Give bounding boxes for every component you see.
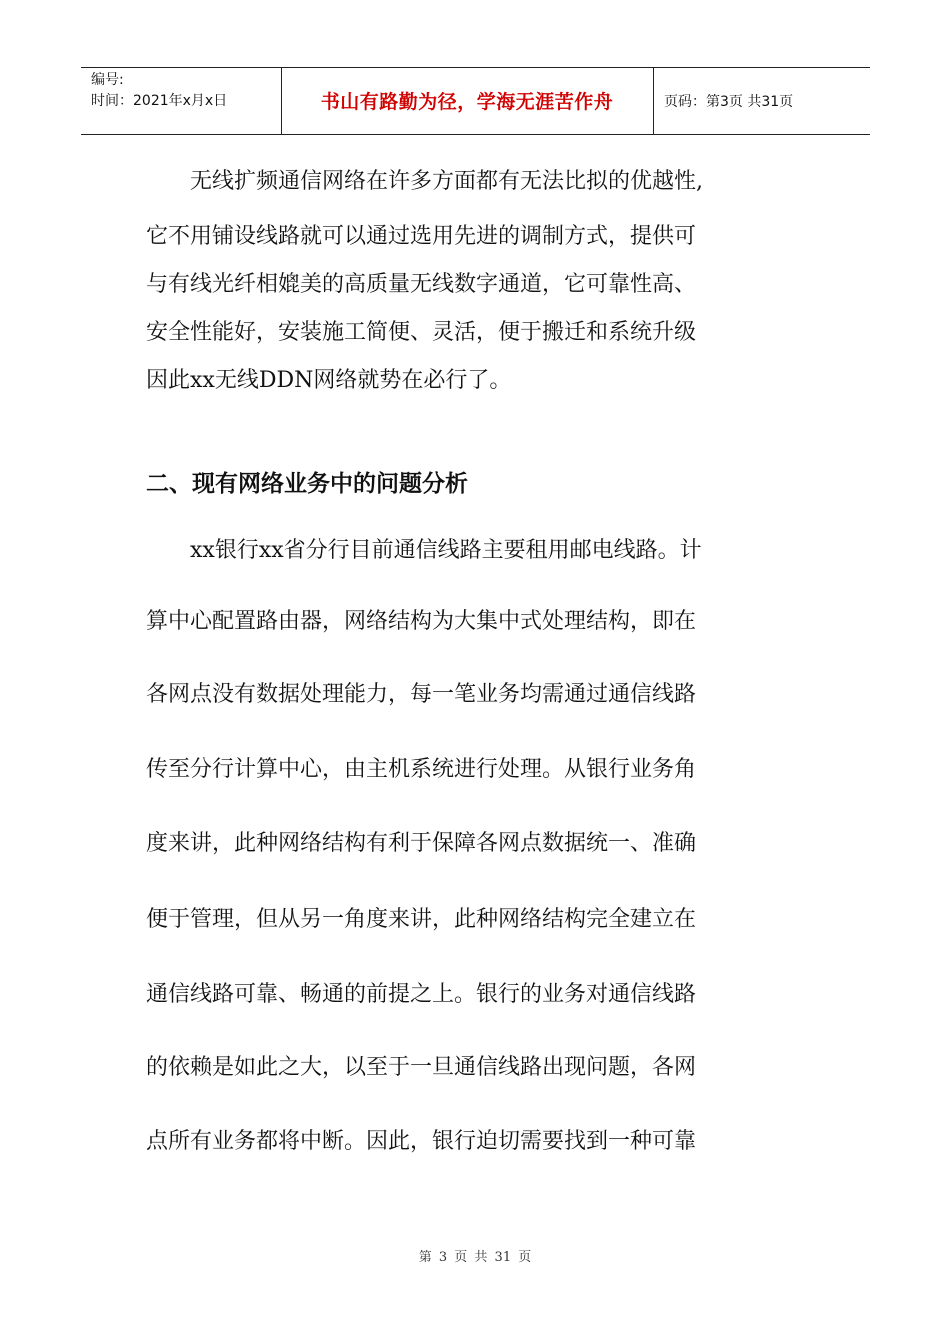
paragraph-line: 便于管理，但从另一角度来讲，此种网络结构完全建立在 xyxy=(146,907,697,932)
paragraph-line: 它不用铺设线路就可以通过选用先进的调制方式，提供可 xyxy=(146,224,697,249)
page-footer: 第 3 页 共 31 页 xyxy=(418,1250,532,1265)
header-page-code: 页码：第3页 共31页 xyxy=(664,93,794,110)
paragraph-line: 度来讲，此种网络结构有利于保障各网点数据统一、准确 xyxy=(146,831,697,856)
paragraph-line: 各网点没有数据处理能力，每一笔业务均需通过通信线路 xyxy=(146,682,697,707)
section-heading: 二、现有网络业务中的问题分析 xyxy=(146,471,468,497)
header-motto: 书山有路勤为径，学海无涯苦作舟 xyxy=(320,91,614,113)
header-bottom-rule xyxy=(81,134,870,135)
paragraph-line: 因此xx无线DDN网络就势在必行了。 xyxy=(146,368,512,393)
paragraph-line: 通信线路可靠、畅通的前提之上。银行的业务对通信线路 xyxy=(146,982,697,1007)
time-label: 时间：2021年x月x日 xyxy=(91,93,228,109)
paragraph-line: 安全性能好，安装施工简便、灵活，便于搬迁和系统升级 xyxy=(146,320,697,345)
paragraph-line: 无线扩频通信网络在许多方面都有无法比拟的优越性, xyxy=(190,169,703,194)
paragraph-line: 点所有业务都将中断。因此，银行迫切需要找到一种可靠 xyxy=(146,1129,697,1154)
paragraph-line: 的依赖是如此之大，以至于一旦通信线路出现问题，各网 xyxy=(146,1055,697,1080)
paragraph-line: xx银行xx省分行目前通信线路主要租用邮电线路。计 xyxy=(190,538,702,563)
header-meta xyxy=(91,70,227,112)
paragraph-line: 传至分行计算中心，由主机系统进行处理。从银行业务角 xyxy=(146,757,697,782)
paragraph-line: 算中心配置路由器，网络结构为大集中式处理结构，即在 xyxy=(146,609,697,634)
serial-label: 编号: xyxy=(91,72,124,88)
paragraph-line: 与有线光纤相媲美的高质量无线数字通道，它可靠性高、 xyxy=(146,272,697,297)
header-divider-right xyxy=(653,67,654,134)
